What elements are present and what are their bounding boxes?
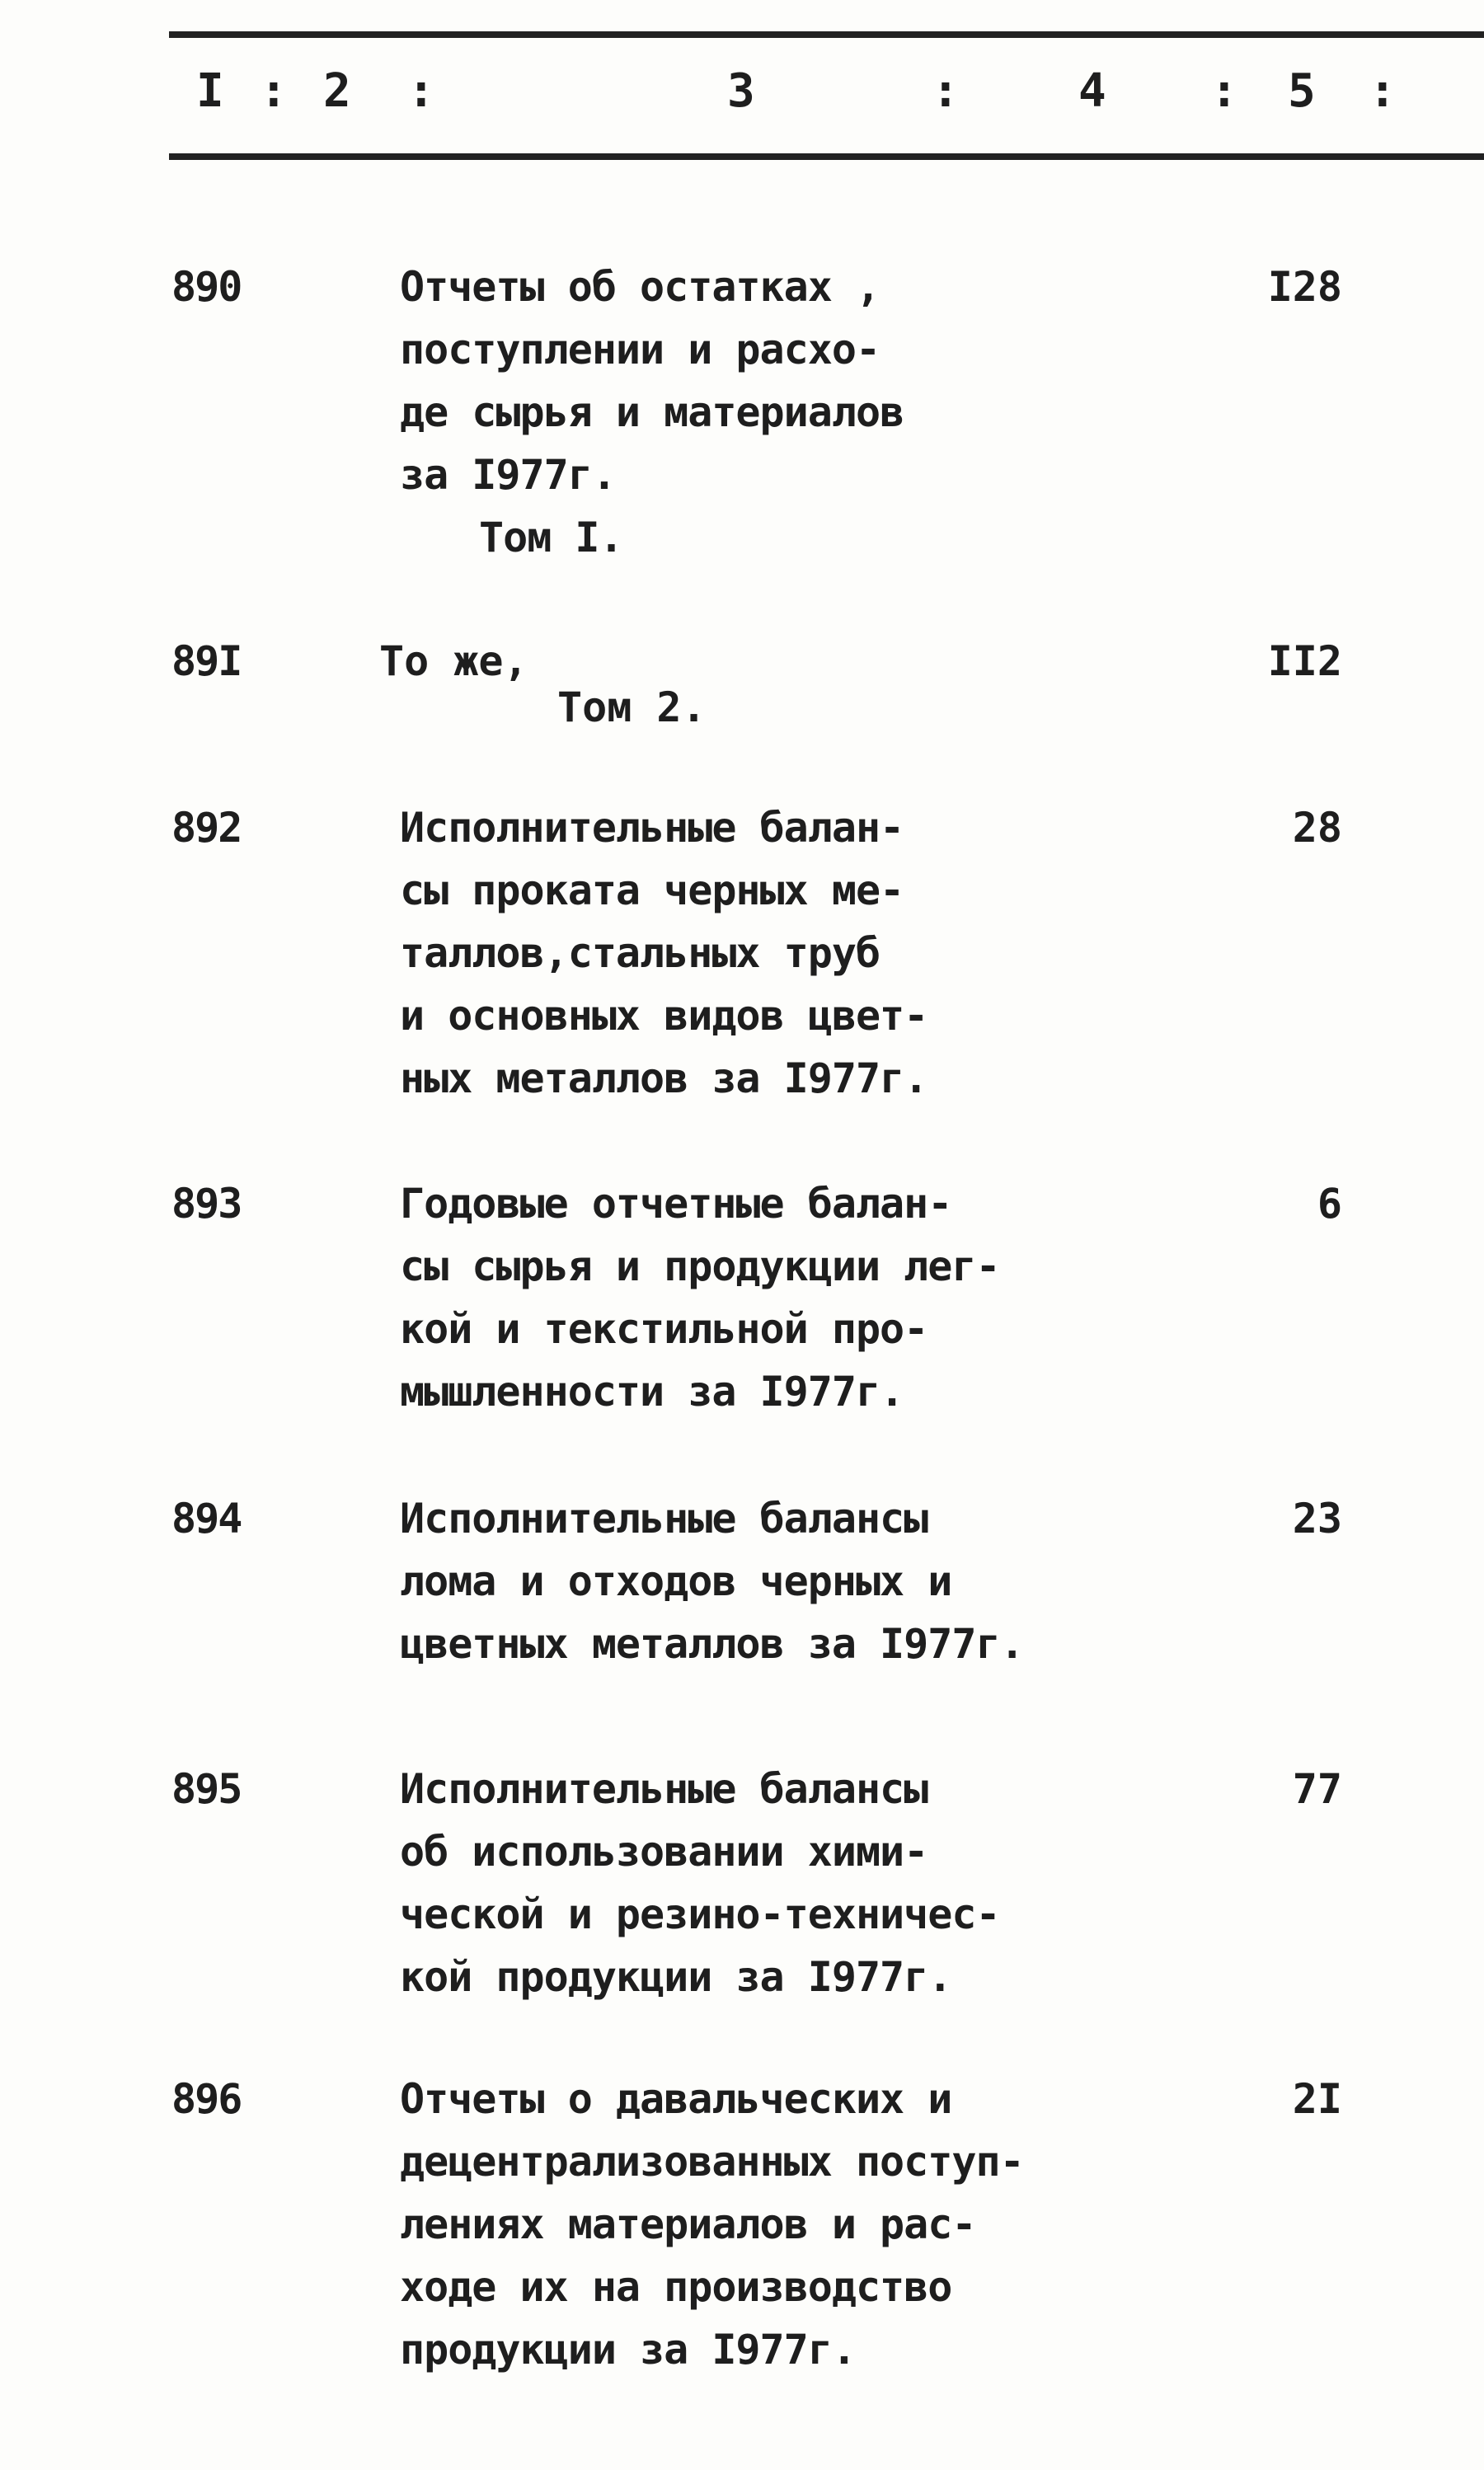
title-line: Исполнительные балансы [400, 1765, 928, 1813]
page-count: 23 [1292, 1495, 1342, 1543]
item-title [400, 1487, 1024, 1675]
item-number: 895 [171, 1765, 242, 1813]
title-line: ходе их на производство [400, 2263, 952, 2311]
column-separator: : [260, 64, 288, 118]
header-top-rule [169, 31, 1484, 38]
column-header-5: 5 [1288, 64, 1316, 118]
title-line: цветных металлов за I977г. [400, 1620, 1024, 1668]
title-line: за I977г. [400, 451, 616, 499]
title-line: лениях материалов и рас- [400, 2200, 976, 2248]
column-separator: : [407, 64, 435, 118]
title-line: продукции за I977г. [400, 2326, 856, 2374]
item-title [400, 1172, 1000, 1423]
item-number: 894 [171, 1495, 242, 1543]
item-number: 893 [171, 1180, 242, 1228]
title-line: Отчеты об остатках , [400, 263, 881, 311]
item-title [400, 2068, 1024, 2381]
item-title [400, 1758, 1000, 2008]
header-bottom-rule [169, 153, 1484, 160]
volume-label: Том I. [479, 514, 623, 561]
title-line: сы сырья и продукции лег- [400, 1242, 1000, 1290]
title-line: кой продукции за I977г. [400, 1953, 952, 2001]
item-number: 896 [171, 2075, 242, 2123]
column-header-2: 2 [323, 64, 351, 118]
page-count: II2 [1267, 637, 1342, 685]
column-separator: : [1369, 64, 1397, 118]
item-number: 892 [171, 804, 242, 852]
item-number: 890 [171, 263, 242, 311]
title-line: сы проката черных ме- [400, 866, 904, 914]
page-count: 28 [1292, 804, 1342, 852]
column-header-row [0, 64, 1484, 122]
column-header-3: 3 [727, 64, 755, 118]
column-header-1: I [196, 64, 224, 118]
page-count: 77 [1292, 1765, 1342, 1813]
column-separator: : [932, 64, 960, 118]
title-line: ных металлов за I977г. [400, 1054, 928, 1102]
title-line: и основных видов цвет- [400, 992, 928, 1040]
page-count: 6 [1317, 1180, 1342, 1228]
title-line: лома и отходов черных и [400, 1557, 952, 1605]
title-line: Отчеты о давальческих и [400, 2075, 952, 2123]
page-count: I28 [1267, 263, 1342, 311]
title-line: таллов,стальных труб [400, 929, 881, 977]
item-number: 89I [171, 637, 242, 685]
page-count: 2I [1292, 2075, 1342, 2123]
title-line: ческой и резино-техничес- [400, 1890, 1000, 1938]
title-line: де сырья и материалов [400, 388, 904, 436]
title-line: поступлении и расхо- [400, 326, 881, 373]
title-line: об использовании хими- [400, 1828, 928, 1876]
title-line: Исполнительные балансы [400, 1495, 928, 1543]
item-title [400, 256, 904, 569]
title-line: Годовые отчетные балан- [400, 1180, 952, 1228]
volume-label: Том 2. [557, 683, 707, 731]
title-line: децентрализованных поступ- [400, 2138, 1024, 2186]
item-title: То же, [379, 637, 528, 685]
title-line: кой и текстильной про- [400, 1305, 928, 1353]
title-line: мышленности за I977г. [400, 1368, 904, 1416]
title-line: Исполнительные балан- [400, 804, 904, 852]
column-header-4: 4 [1078, 64, 1106, 118]
column-separator: : [1210, 64, 1238, 118]
item-title [400, 796, 928, 1110]
